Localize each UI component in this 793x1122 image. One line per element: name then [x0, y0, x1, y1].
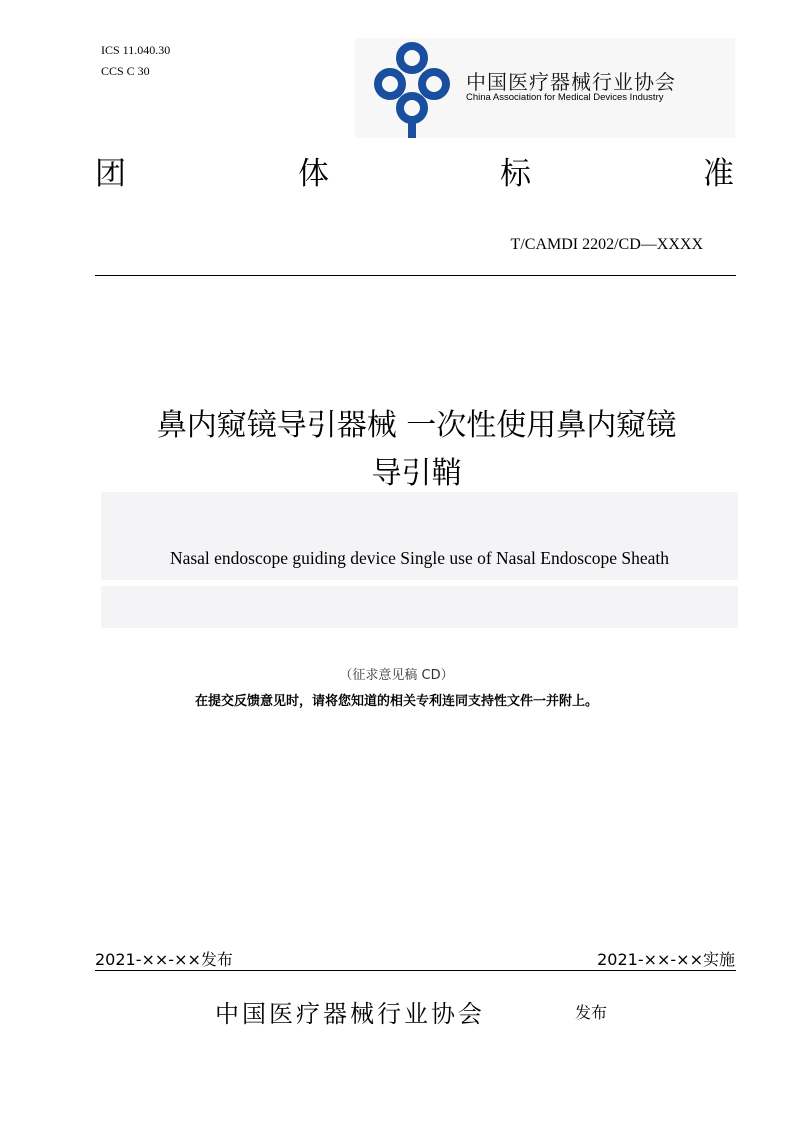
publish-date: 2021-××-××发布: [95, 950, 233, 969]
document-number: T/CAMDI 2202/CD—XXXX: [510, 236, 703, 253]
title-cn: [60, 402, 773, 498]
ics-code: ICS 11.040.30: [101, 43, 171, 57]
logo-name-cn: 中国医疗器械行业协会: [466, 70, 676, 94]
doc-kind-char: 准: [703, 156, 734, 192]
issuer-suffix: 发布: [575, 1003, 608, 1022]
patent-note: 在提交反馈意见时，请将您知道的相关专利连同支持性文件一并附上。: [194, 694, 598, 709]
logo-name-en: China Association for Medical Devices Industry: [466, 92, 664, 103]
issuer: 中国医疗器械行业协会: [215, 1000, 485, 1028]
draft-stage: （征求意见稿 CD）: [339, 668, 454, 683]
classification-codes: [101, 40, 170, 82]
title-cn-line1: 鼻内窥镜导引器械 一次性使用鼻内窥镜: [156, 408, 677, 443]
camdi-logo-icon: [372, 40, 462, 140]
top-divider: [95, 275, 736, 276]
title-cn-line2: 导引鞘: [371, 456, 462, 491]
ccs-code: CCS C 30: [101, 64, 150, 78]
title-en: Nasal endoscope guiding device Single use of Nasal Endoscope Sheath: [169, 548, 670, 568]
doc-kind-char: 体: [298, 156, 329, 192]
doc-kind-char: 团: [95, 156, 126, 192]
empty-band: [101, 586, 738, 628]
doc-kind-char: 标: [500, 156, 531, 192]
bottom-divider: [95, 970, 736, 971]
implement-date: 2021-××-××实施: [597, 950, 735, 969]
